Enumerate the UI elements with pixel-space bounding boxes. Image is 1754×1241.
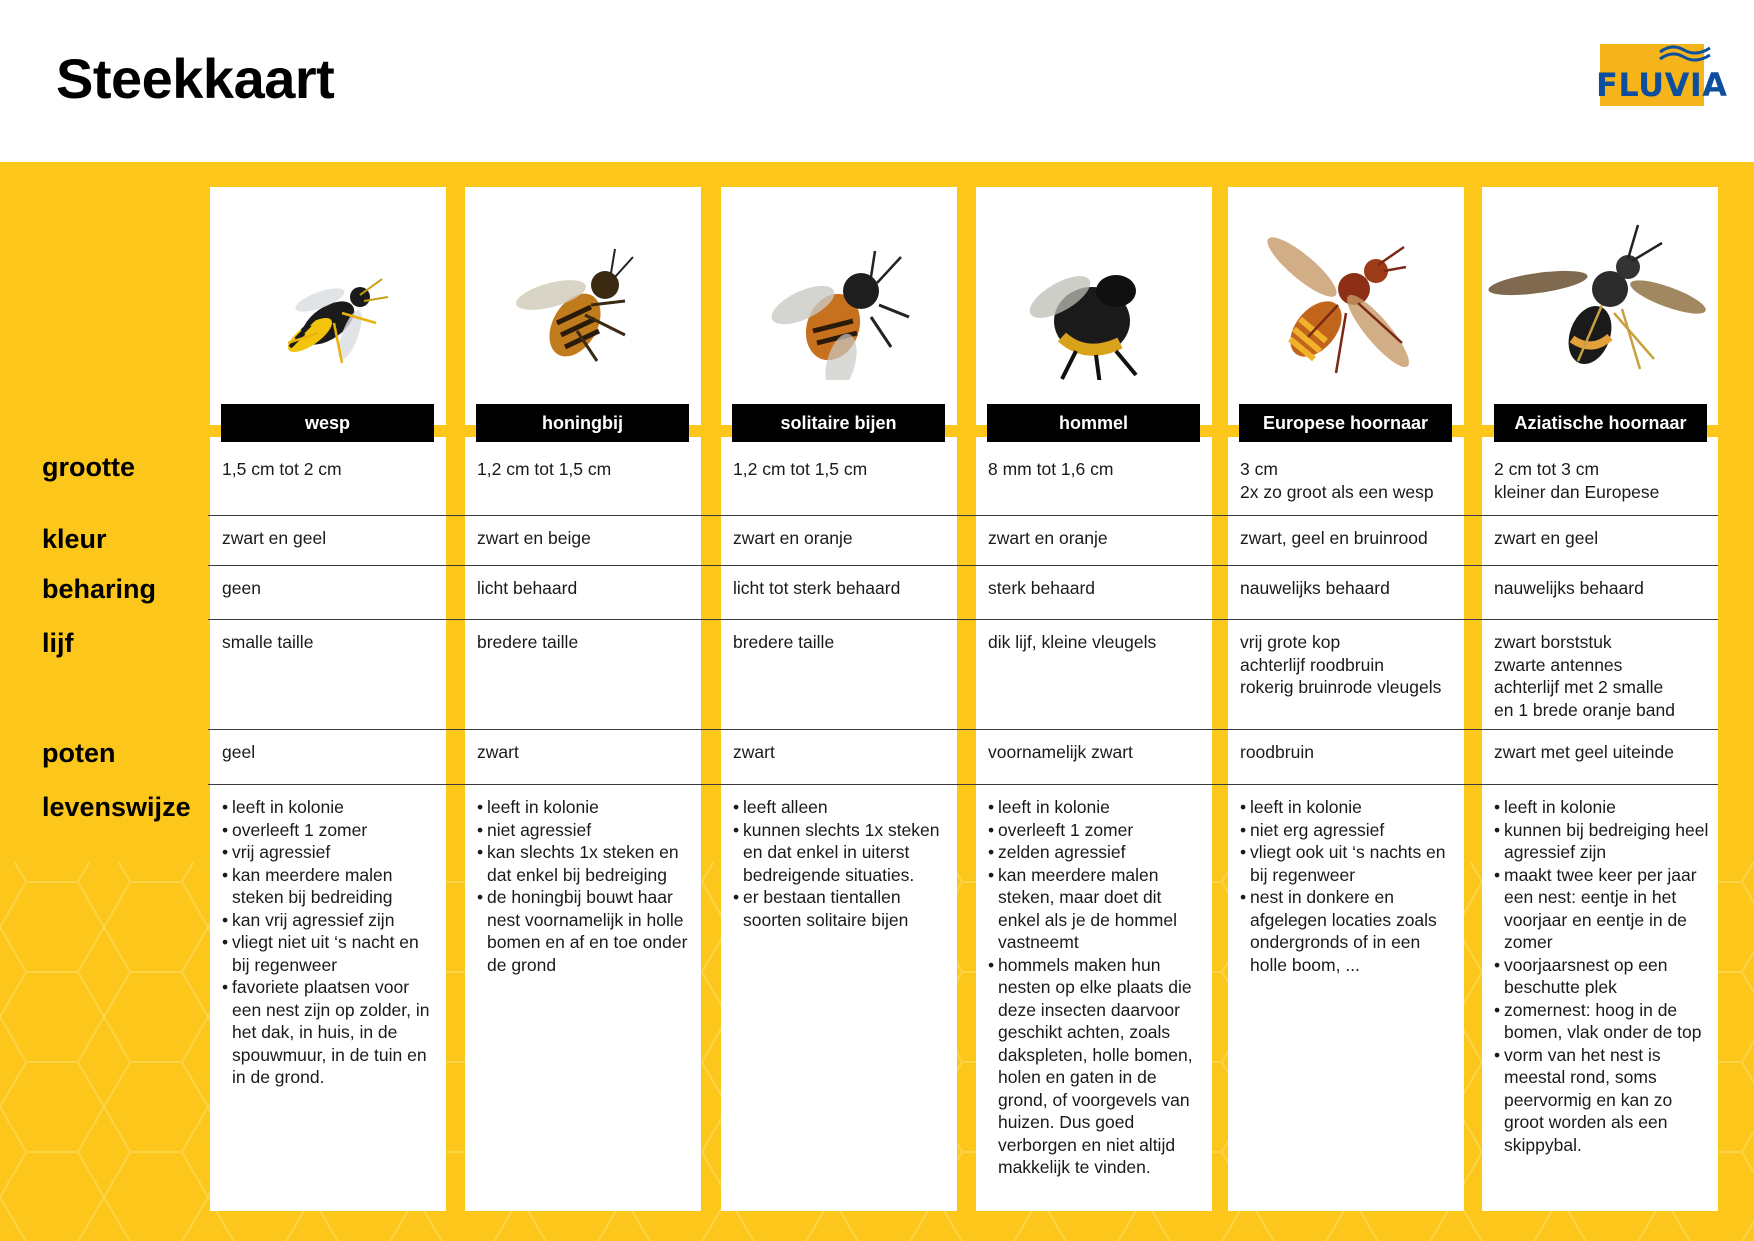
grootte-line: kleiner dan Europese	[1494, 481, 1660, 502]
cell-grootte	[988, 458, 1210, 481]
row-label-kleur: kleur	[42, 524, 107, 554]
levenswijze-item: • leeft alleen	[733, 796, 949, 819]
levenswijze-item: • nest in donkere en afgelegen locaties zoals ondergronds of in een holle boom, ...	[1240, 886, 1456, 976]
cell-kleur: zwart, geel en bruinrood	[1240, 528, 1428, 548]
row-label-lijf: lijf	[42, 628, 74, 658]
cell-kleur: zwart en beige	[477, 528, 591, 548]
levenswijze-item: • de honingbij bouwt haar nest voornamelijk in holle bomen en af en toe onder de grond	[477, 886, 693, 976]
row-label-poten: poten	[42, 738, 116, 768]
insect-name-tab: solitaire bijen	[732, 404, 945, 442]
cell-grootte	[477, 458, 699, 481]
header	[0, 0, 1754, 162]
levenswijze-item: • vliegt niet uit ‘s nacht en bij regenweer	[222, 931, 438, 976]
grootte-line: 1,2 cm tot 1,5 cm	[733, 459, 868, 479]
levenswijze-list	[988, 796, 1204, 1179]
levenswijze-list	[1240, 796, 1456, 976]
fluvia-logo	[1596, 44, 1728, 110]
grootte-line: 1,2 cm tot 1,5 cm	[477, 459, 612, 479]
cell-lijf	[1240, 631, 1462, 699]
row-label-beharing: beharing	[42, 574, 157, 604]
cell-lijf	[477, 631, 699, 654]
cell-beharing: nauwelijks behaard	[1240, 578, 1390, 598]
cell-kleur: zwart en geel	[222, 528, 327, 548]
cell-lijf	[733, 631, 955, 654]
lijf-line: bredere taille	[733, 632, 835, 652]
grootte-line: 2 cm tot 3 cm	[1494, 459, 1600, 479]
grootte-line: 8 mm tot 1,6 cm	[988, 459, 1114, 479]
levenswijze-item: • niet erg agressief	[1240, 819, 1456, 842]
levenswijze-item: • zelden agressief	[988, 841, 1204, 864]
cell-kleur: zwart en oranje	[988, 528, 1108, 548]
row-divider	[208, 619, 1718, 620]
levenswijze-item: • kunnen bij bedreiging heel agressief zijn	[1494, 819, 1710, 864]
lijf-line: vrij grote kop	[1240, 632, 1341, 652]
wasp-photo	[210, 205, 446, 380]
cell-poten: zwart met geel uiteinde	[1494, 742, 1674, 762]
wave-icon	[1658, 44, 1712, 66]
insect-name-tab: hommel	[987, 404, 1200, 442]
cell-poten: zwart	[477, 742, 519, 762]
row-divider	[208, 784, 1718, 785]
cell-lijf	[988, 631, 1210, 654]
levenswijze-list	[222, 796, 438, 1089]
insect-name-tab: honingbij	[476, 404, 689, 442]
levenswijze-item: • leeft in kolonie	[222, 796, 438, 819]
levenswijze-item: • overleeft 1 zomer	[222, 819, 438, 842]
cell-poten: geel	[222, 742, 256, 762]
lijf-line: achterlijf met 2 smalle	[1494, 677, 1664, 697]
levenswijze-item: • leeft in kolonie	[477, 796, 693, 819]
insect-name-tab: Aziatische hoornaar	[1494, 404, 1707, 442]
cell-grootte	[1494, 458, 1716, 503]
levenswijze-item: • favoriete plaatsen voor een nest zijn op zolder, in het dak, in huis, in de spouwmuur, in de tuin en in de grond.	[222, 976, 438, 1089]
logo-text: FLUVIA	[1596, 66, 1728, 104]
row-label-grootte: grootte	[42, 452, 135, 482]
cell-levenswijze	[477, 796, 693, 976]
solitary-bee-photo	[721, 205, 957, 380]
levenswijze-item: • overleeft 1 zomer	[988, 819, 1204, 842]
levenswijze-list	[1494, 796, 1710, 1156]
honeybee-photo	[465, 205, 701, 380]
levenswijze-item: • zomernest: hoog in de bomen, vlak onder de top	[1494, 999, 1710, 1044]
levenswijze-item: • vrij agressief	[222, 841, 438, 864]
cell-kleur: zwart en geel	[1494, 528, 1599, 548]
cell-poten: zwart	[733, 742, 775, 762]
bumblebee-photo	[976, 205, 1212, 380]
insect-name-tab: Europese hoornaar	[1239, 404, 1452, 442]
cell-beharing: geen	[222, 578, 261, 598]
insect-name-tab: wesp	[221, 404, 434, 442]
lijf-line: smalle taille	[222, 632, 314, 652]
levenswijze-item: • hommels maken hun nesten op elke plaats die deze insecten daarvoor geschikt achten, zoals dakspleten, holle bomen, holen en gaten in de grond, of voorgevels van huizen. Dus goed verborgen en niet altijd makkelijk te vinden.	[988, 954, 1204, 1179]
european-hornet-photo	[1228, 205, 1464, 380]
row-label-levenswijze: levenswijze	[42, 792, 191, 822]
grootte-line: 1,5 cm tot 2 cm	[222, 459, 342, 479]
cell-beharing: sterk behaard	[988, 578, 1096, 598]
lijf-line: en 1 brede oranje band	[1494, 699, 1675, 720]
cell-lijf	[222, 631, 444, 654]
levenswijze-item: • kan meerdere malen steken bij bedreiding	[222, 864, 438, 909]
cell-poten: voornamelijk zwart	[988, 742, 1133, 762]
cell-grootte	[1240, 458, 1462, 503]
levenswijze-item: • vorm van het nest is meestal rond, soms peervormig en kan zo groot worden als een skippybal.	[1494, 1044, 1710, 1157]
cell-beharing: nauwelijks behaard	[1494, 578, 1644, 598]
levenswijze-item: • niet agressief	[477, 819, 693, 842]
levenswijze-item: • leeft in kolonie	[988, 796, 1204, 819]
levenswijze-list	[733, 796, 949, 931]
levenswijze-item: • vliegt ook uit ‘s nachts en bij regenweer	[1240, 841, 1456, 886]
lijf-line: bredere taille	[477, 632, 579, 652]
asian-hornet-photo	[1482, 205, 1718, 380]
cell-levenswijze	[1494, 796, 1710, 1156]
cell-lijf	[1494, 631, 1716, 721]
grootte-line: 2x zo groot als een wesp	[1240, 481, 1434, 502]
levenswijze-item: • kan slechts 1x steken en dat enkel bij bedreiging	[477, 841, 693, 886]
row-divider	[208, 515, 1718, 516]
grootte-line: 3 cm	[1240, 459, 1278, 479]
row-divider	[208, 565, 1718, 566]
lijf-line: zwarte antennes	[1494, 654, 1623, 675]
levenswijze-item: • leeft in kolonie	[1240, 796, 1456, 819]
levenswijze-item: • leeft in kolonie	[1494, 796, 1710, 819]
levenswijze-item: • kan meerdere malen steken, maar doet dit enkel als je de hommel vastneemt	[988, 864, 1204, 954]
lijf-line: rokerig bruinrode vleugels	[1240, 677, 1442, 697]
cell-beharing: licht behaard	[477, 578, 578, 598]
cell-grootte	[733, 458, 955, 481]
levenswijze-list	[477, 796, 693, 976]
row-divider	[208, 729, 1718, 730]
cell-levenswijze	[988, 796, 1204, 1179]
levenswijze-item: • maakt twee keer per jaar een nest: eentje in het voorjaar en eentje in de zomer	[1494, 864, 1710, 954]
lijf-line: dik lijf, kleine vleugels	[988, 632, 1157, 652]
page-title: Steekkaart	[56, 47, 335, 110]
cell-kleur: zwart en oranje	[733, 528, 853, 548]
cell-poten: roodbruin	[1240, 742, 1314, 762]
cell-levenswijze	[222, 796, 438, 1089]
levenswijze-item: • kunnen slechts 1x steken en dat enkel in uiterst bedreigende situaties.	[733, 819, 949, 887]
lijf-line: achterlijf roodbruin	[1240, 654, 1384, 675]
cell-grootte	[222, 458, 444, 481]
cell-levenswijze	[1240, 796, 1456, 976]
lijf-line: zwart borststuk	[1494, 632, 1612, 652]
levenswijze-item: • voorjaarsnest op een beschutte plek	[1494, 954, 1710, 999]
cell-beharing: licht tot sterk behaard	[733, 578, 901, 598]
levenswijze-item: • er bestaan tientallen soorten solitaire bijen	[733, 886, 949, 931]
cell-levenswijze	[733, 796, 949, 931]
levenswijze-item: • kan vrij agressief zijn	[222, 909, 438, 932]
